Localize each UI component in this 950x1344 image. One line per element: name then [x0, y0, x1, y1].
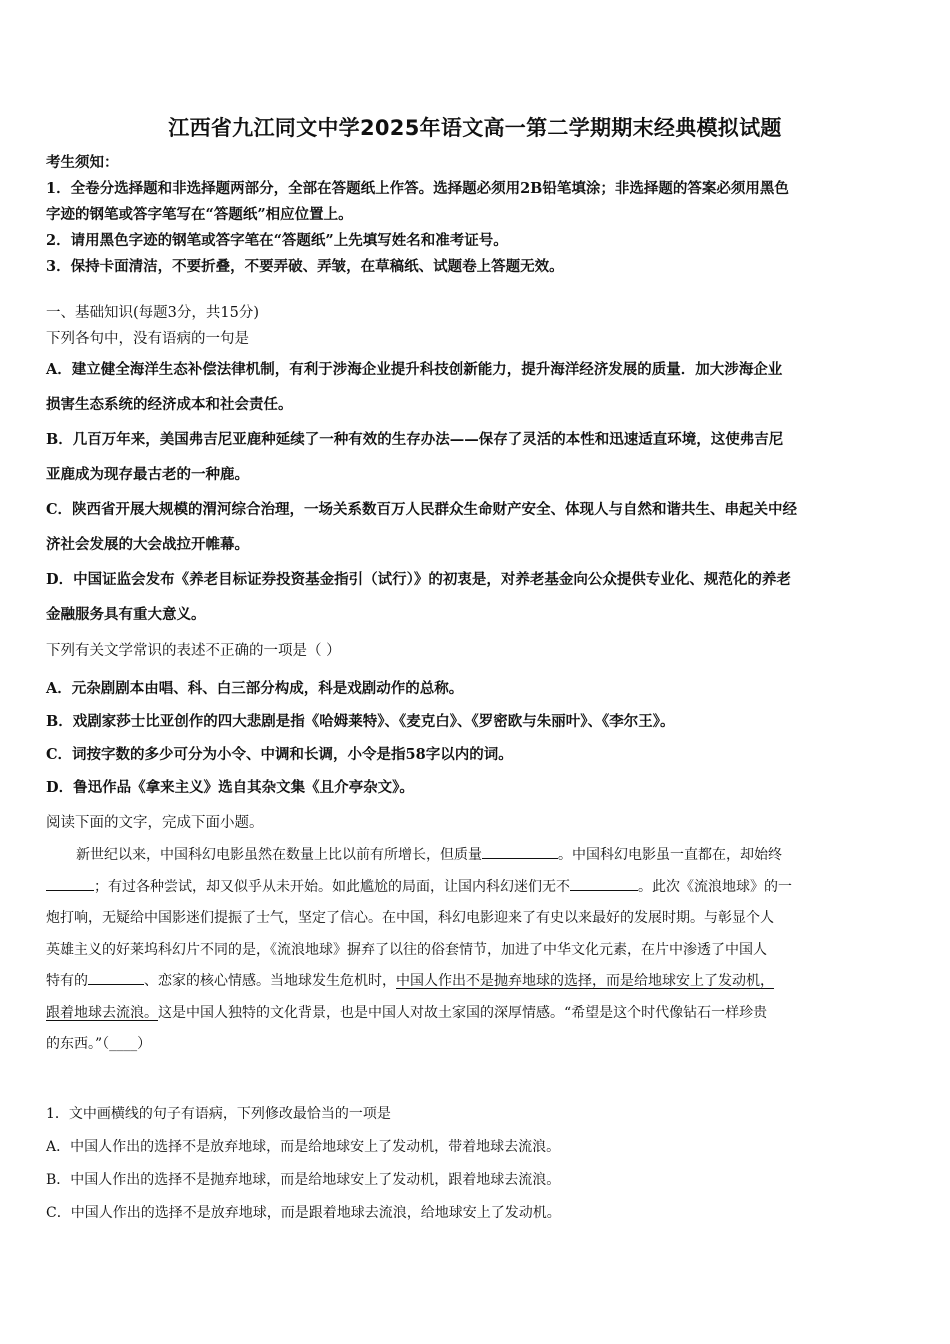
passage-line: 英雄主义的好莱坞科幻片不同的是，《流浪地球》摒弃了以往的俗套情节，加进了中华文化元素，在片中渗透了中国人: [46, 941, 767, 958]
choice-a: A．建立健全海洋生态补偿法律机制，有利于涉海企业提升科技创新能力，提升海洋经济发展的质量．加大涉海企业: [46, 361, 783, 378]
question-2-stem: 下列有关文学常识的表述不正确的一项是（ ）: [46, 643, 341, 659]
fill-blank: [482, 844, 558, 859]
notice-item-3: 3．保持卡面清洁，不要折叠，不要弄破、弄皱，在草稿纸、试题卷上答题无效。: [46, 258, 564, 275]
choice-d-cont: 金融服务具有重大意义。: [46, 606, 206, 623]
question-1-choices: [46, 352, 908, 632]
q2-choice-d: D．鲁迅作品《拿来主义》选自其杂文集《且介亭杂文》。: [46, 779, 414, 796]
choice-b: B．几百万年来，美国弗吉尼亚鹿种延续了一种有效的生存办法——保存了灵活的本性和迅速适直环境，这使弗吉尼: [46, 431, 784, 448]
reading-q1-choice-b: B．中国人作出的选择不是抛弃地球，而是给地球安上了发动机，跟着地球去流浪。: [46, 1172, 561, 1188]
fill-blank: [46, 876, 94, 891]
q2-choice-a: A．元杂剧剧本由唱、科、白三部分构成，科是戏剧动作的总称。: [46, 680, 464, 697]
reading-passage: [46, 840, 908, 1061]
passage-line: 特有的 、恋家的核心情感。当地球发生危机时，中国人作出不是抛弃地球的选择，而是给地球安上了发动机，: [46, 966, 908, 998]
section-1: [46, 300, 908, 352]
underlined-sentence: 中国人作出不是抛弃地球的选择，而是给地球安上了发动机，: [396, 973, 774, 989]
question-2-choices: [46, 672, 908, 804]
reading-q1-choice-c: C．中国人作出的选择不是放弃地球，而是跟着地球去流浪，给地球安上了发动机。: [46, 1205, 561, 1221]
passage-line: 跟着地球去流浪。这是中国人独特的文化背景，也是中国人对故土家国的深厚情感。“希望是这个时代像钻石一样珍贵: [46, 1004, 768, 1021]
q2-choice-b: B．戏剧家莎士比亚创作的四大悲剧是指《哈姆莱特》、《麦克白》、《罗密欧与朱丽叶》、《李尔王》。: [46, 713, 675, 730]
reading-question-1: [46, 1098, 908, 1230]
choice-c-cont: 济社会发展的大会战拉开帷幕。: [46, 536, 249, 553]
question-2: [46, 638, 908, 664]
notice-item-1: 1．全卷分选择题和非选择题两部分，全部在答题纸上作答。选择题必须用2B铅笔填涂；非选择题的答案必须用黑色: [46, 180, 789, 197]
passage-line: 新世纪以来，中国科幻电影虽然在数量上比以前有所增长，但质量 。中国科幻电影虽一直都在，却始终: [46, 840, 908, 872]
page-title: 江西省九江同文中学2025年语文高一第二学期期末经典模拟试题: [168, 116, 782, 140]
reading-q1-choice-a: A．中国人作出的选择不是放弃地球，而是给地球安上了发动机，带着地球去流浪。: [46, 1139, 561, 1155]
choice-c: C．陕西省开展大规模的渭河综合治理，一场关系数百万人民群众生命财产安全、体现人与自然和谐共生、串起关中经: [46, 501, 798, 518]
underlined-sentence-cont: 跟着地球去流浪。: [46, 1004, 158, 1021]
choice-d: D．中国证监会发布《养老目标证券投资基金指引（试行）》的初衷是，对养老基金向公众提供专业化、规范化的养老: [46, 571, 791, 588]
reading-intro: 阅读下面的文字，完成下面小题。: [46, 815, 264, 831]
reading-q1-stem: 1．文中画横线的句子有语病，下列修改最恰当的一项是: [46, 1106, 391, 1122]
notice-item-1-cont: 字迹的钢笔或答字笔写在“答题纸”相应位置上。: [46, 206, 353, 223]
exam-notice: [46, 150, 908, 280]
choice-b-cont: 亚鹿成为现存最古老的一种鹿。: [46, 466, 249, 483]
notice-heading: 考生须知：: [46, 154, 119, 171]
passage-line: 的东西。”（____）: [46, 1036, 152, 1052]
passage-line: ；有过各种尝试，却又似乎从未开始。如此尴尬的局面，让国内科幻迷们无不 。此次《流浪地球》的一: [46, 872, 908, 904]
q2-choice-c: C．词按字数的多少可分为小令、中调和长调，小令是指58字以内的词。: [46, 746, 513, 763]
passage-line: 炮打响，无疑给中国影迷们提振了士气，坚定了信心。在中国，科幻电影迎来了有史以来最好的发展时期。与彰显个人: [46, 910, 774, 926]
choice-a-cont: 损害生态系统的经济成本和社会责任。: [46, 396, 293, 413]
notice-item-2: 2．请用黑色字迹的钢笔或答字笔在“答题纸”上先填写姓名和准考证号。: [46, 232, 508, 249]
fill-blank: [88, 970, 144, 985]
question-1-stem: 下列各句中，没有语病的一句是: [46, 331, 249, 347]
section-heading: 一、基础知识(每题3分，共15分): [46, 305, 259, 321]
fill-blank: [570, 876, 638, 891]
